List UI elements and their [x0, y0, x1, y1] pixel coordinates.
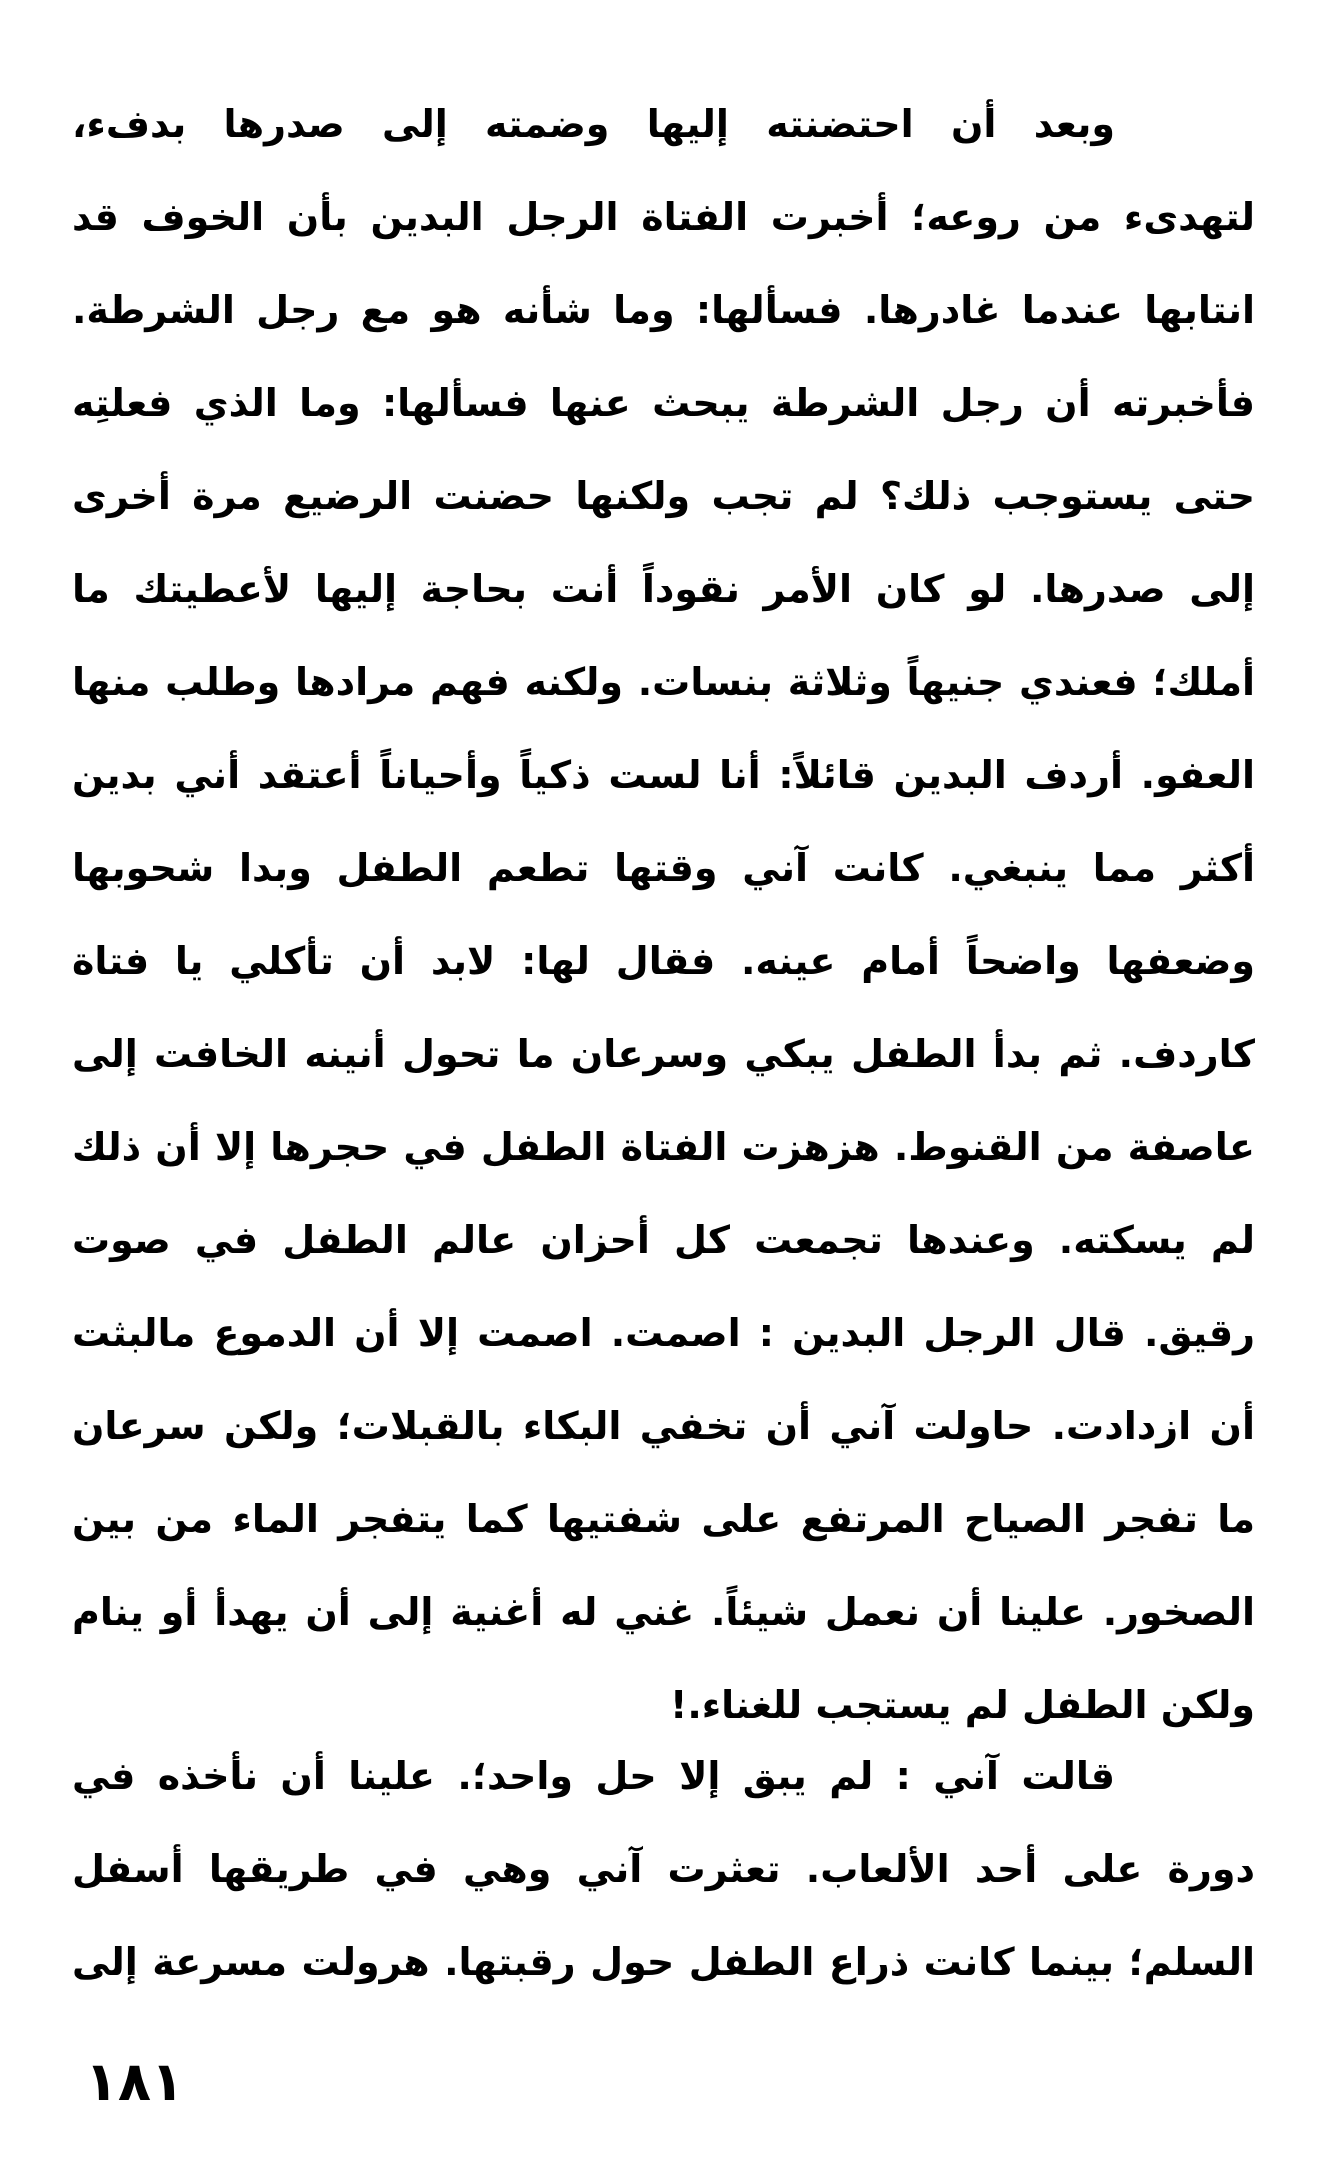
text-line: عاصفة من القنوط. هزهزت الفتاة الطفل في حجرها إلا أن ذلك: [72, 1125, 1255, 1169]
text-line: أكثر مما ينبغي. كانت آني وقتها تطعم الطفل وبدا شحوبها: [72, 846, 1255, 890]
text-line: قالت آني : لم يبق إلا حل واحد؛. علينا أن نأخذه في: [72, 1754, 1115, 1798]
text-line: انتابها عندما غادرها. فسألها: وما شأنه هو مع رجل الشرطة.: [72, 288, 1255, 332]
text-line: لم يسكته. وعندها تجمعت كل أحزان عالم الطفل في صوت: [72, 1218, 1255, 1262]
text-line: وضعفها واضحاً أمام عينه. فقال لها: لابد أن تأكلي يا فتاة: [72, 939, 1255, 983]
text-line: وبعد أن احتضنته إليها وضمته إلى صدرها بدفء،: [72, 102, 1115, 146]
text-line: الصخور. علينا أن نعمل شيئاً. غني له أغنية إلى أن يهدأ أو ينام: [72, 1590, 1255, 1634]
text-line: أملك؛ فعندي جنيهاً وثلاثة بنسات. ولكنه فهم مرادها وطلب منها: [72, 660, 1255, 704]
text-line: حتى يستوجب ذلك؟ لم تجب ولكنها حضنت الرضيع مرة أخرى: [72, 474, 1255, 518]
text-line: ولكن الطفل لم يستجب للغناء.!: [669, 1683, 1255, 1727]
text-line: كاردف. ثم بدأ الطفل يبكي وسرعان ما تحول أنينه الخافت إلى: [72, 1032, 1255, 1076]
text-line: السلم؛ بينما كانت ذراع الطفل حول رقبتها. هرولت مسرعة إلى: [72, 1940, 1255, 1984]
text-line: ما تفجر الصياح المرتفع على شفتيها كما يتفجر الماء من بين: [72, 1497, 1255, 1541]
text-line: رقيق. قال الرجل البدين : اصمت. اصمت إلا أن الدموع مالبثت: [72, 1311, 1255, 1355]
paragraph-2: [72, 1730, 1255, 2009]
page-number: ١٨١: [85, 2050, 184, 2113]
text-line: لتهدىء من روعه؛ أخبرت الفتاة الرجل البدين بأن الخوف قد: [72, 195, 1255, 239]
text-line: أن ازدادت. حاولت آني أن تخفي البكاء بالقبلات؛ ولكن سرعان: [72, 1404, 1255, 1448]
text-line: فأخبرته أن رجل الشرطة يبحث عنها فسألها: وما الذي فعلتِه: [72, 381, 1255, 425]
text-line: دورة على أحد الألعاب. تعثرت آني وهي في طريقها أسفل: [72, 1847, 1255, 1891]
text-line: إلى صدرها. لو كان الأمر نقوداً أنت بحاجة إليها لأعطيتك ما: [72, 567, 1255, 611]
text-line: العفو. أردف البدين قائلاً: أنا لست ذكياً وأحياناً أعتقد أني بدين: [72, 753, 1255, 797]
paragraph-1: [72, 78, 1255, 1752]
